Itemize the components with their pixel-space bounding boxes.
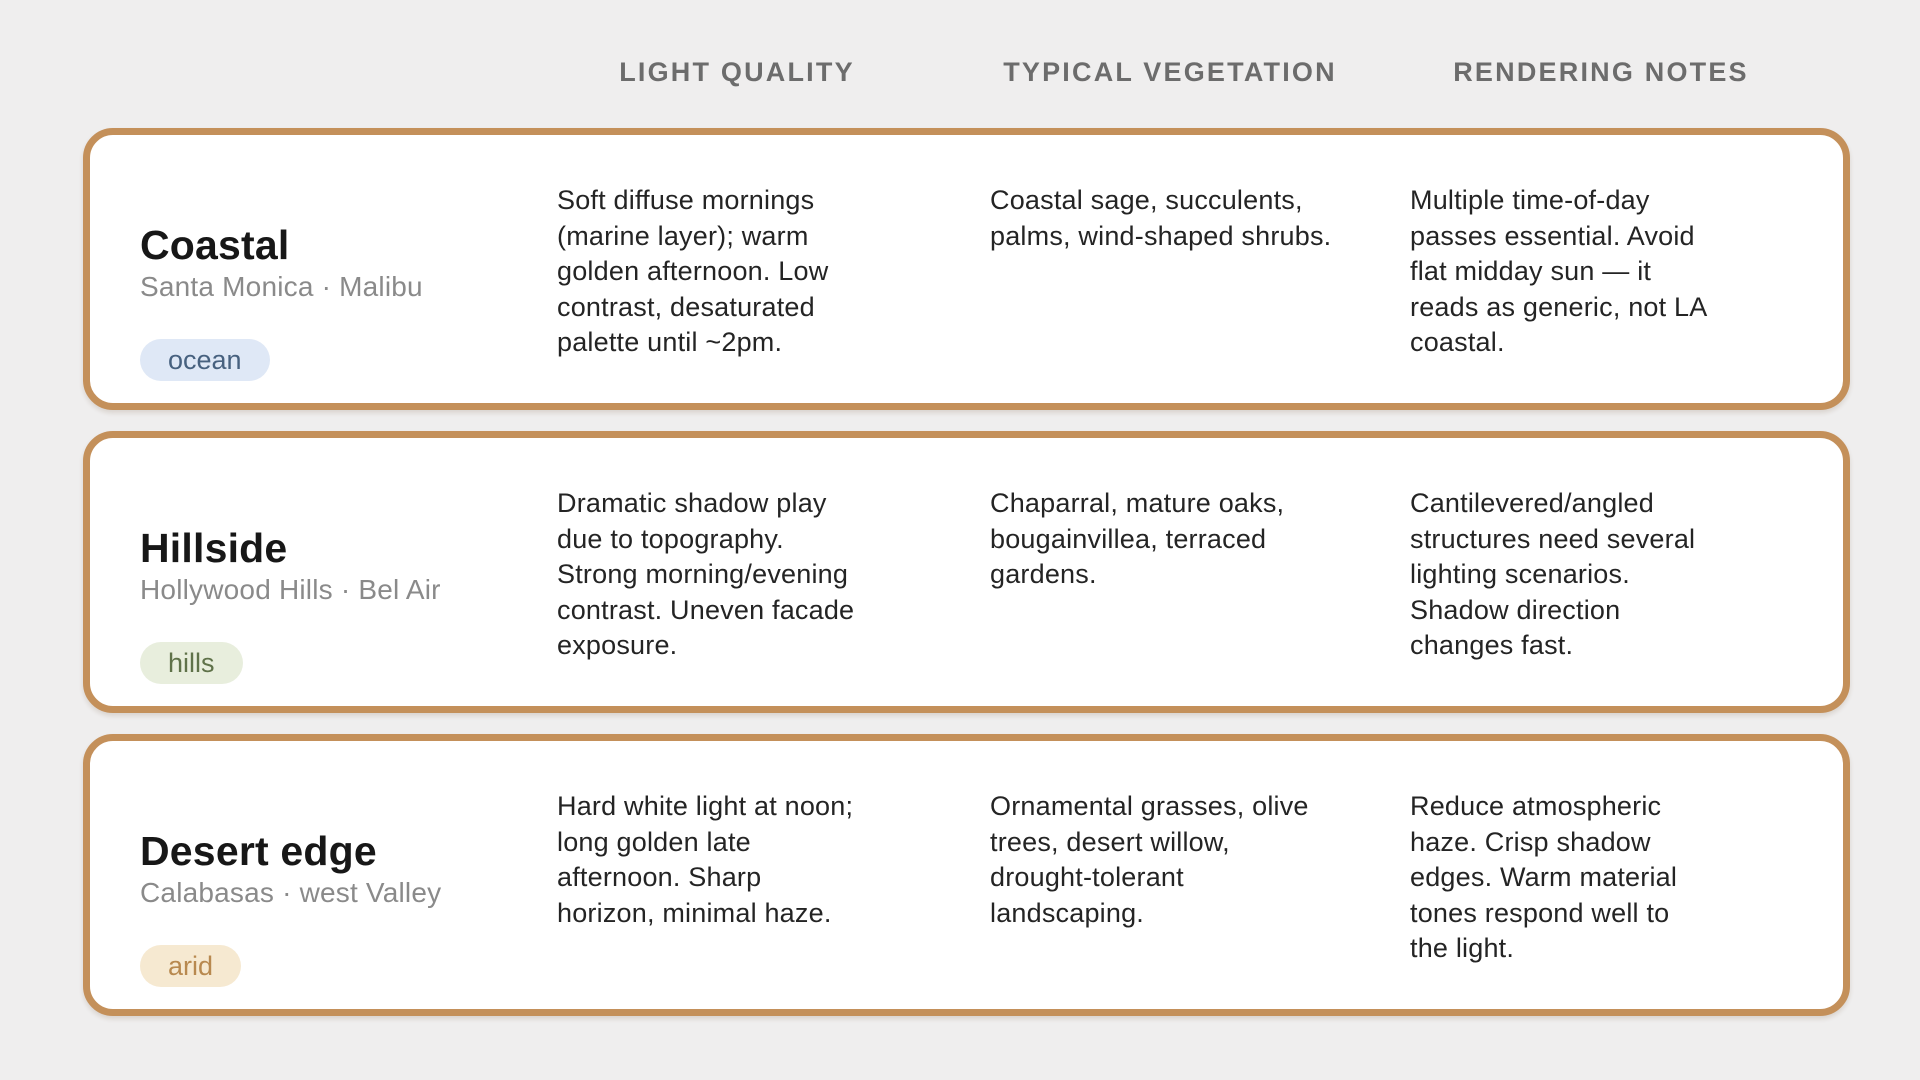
location-areas: Hollywood Hills · Bel Air [140,574,441,605]
column-header-typical-vegetation: TYPICAL VEGETATION [1003,57,1337,87]
location-title: Coastal [140,222,290,268]
light-quality-cell [557,438,990,706]
location-card-coastal [83,128,1850,410]
typical-vegetation-cell [990,135,1410,403]
column-header-light-quality: LIGHT QUALITY [619,57,855,87]
rendering-notes-text: Reduce atmospheric haze. Crisp shadow edges. Warm material tones respond well to the light. [1410,791,1678,963]
light-quality-cell [557,135,990,403]
typical-vegetation-cell [990,741,1410,1009]
rendering-notes-text: Multiple time-of-day passes essential. Avoid flat midday sun — it reads as generic, not LA coastal. [1410,185,1706,357]
light-quality-cell [557,741,990,1009]
light-quality-text: Dramatic shadow play due to topography. Strong morning/evening contrast. Uneven facade exposure. [557,488,855,660]
typical-vegetation-text: Chaparral, mature oaks, bougainvillea, terraced gardens. [990,488,1285,589]
location-title: Desert edge [140,828,377,874]
location-card-desert-edge [83,734,1850,1016]
typical-vegetation-text: Coastal sage, succulents, palms, wind-shaped shrubs. [990,185,1332,251]
light-quality-text: Soft diffuse mornings (marine layer); warm golden afternoon. Low contrast, desaturated palette until ~2pm. [557,185,829,357]
location-identity [140,438,557,706]
typical-vegetation-cell [990,438,1410,706]
rendering-notes-cell [1410,741,1793,1009]
location-areas: Calabasas · west Valley [140,877,442,908]
location-areas: Santa Monica · Malibu [140,271,423,302]
location-tag: ocean [140,339,270,381]
column-header-rendering-notes: RENDERING NOTES [1453,57,1749,87]
location-card-hillside [83,431,1850,713]
light-quality-text: Hard white light at noon; long golden late afternoon. Sharp horizon, minimal haze. [557,791,854,928]
location-tag: hills [140,642,243,684]
rendering-notes-text: Cantilevered/angled structures need several lighting scenarios. Shadow direction changes fast. [1410,488,1696,660]
rendering-notes-cell [1410,438,1793,706]
column-header-row [0,0,1920,128]
location-identity [140,135,557,403]
typical-vegetation-text: Ornamental grasses, olive trees, desert willow, drought-tolerant landscaping. [990,791,1309,928]
location-tag: arid [140,945,241,987]
location-identity [140,741,557,1009]
location-title: Hillside [140,525,288,571]
rendering-notes-cell [1410,135,1793,403]
